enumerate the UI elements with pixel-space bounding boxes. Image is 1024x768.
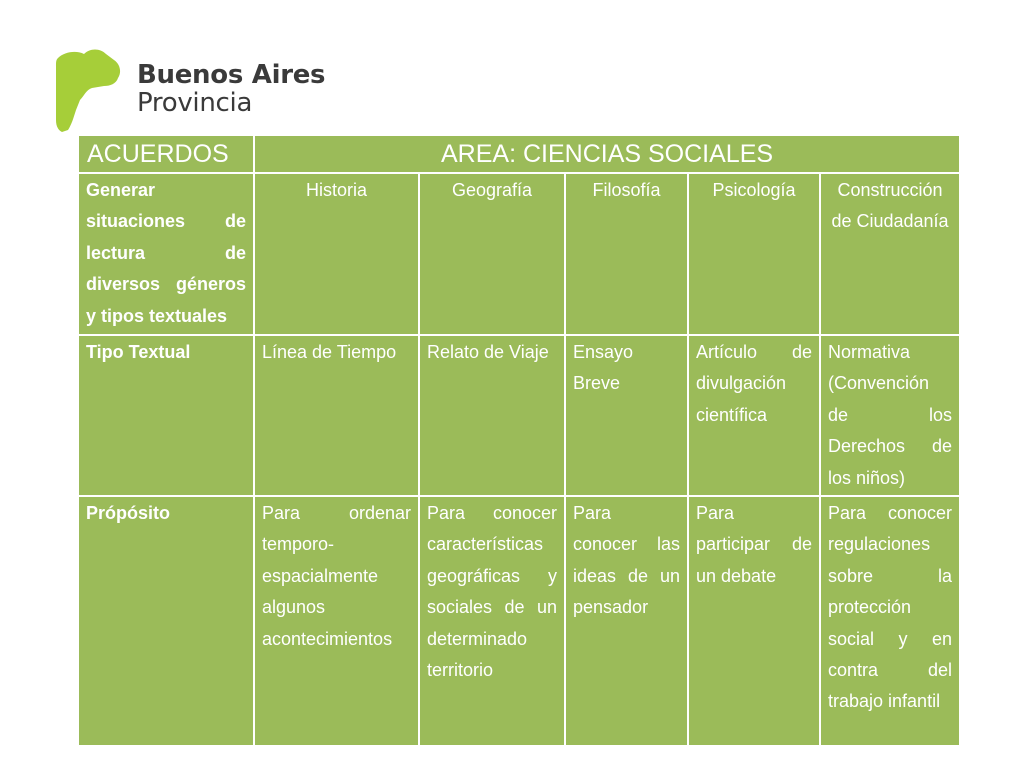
row-label: Generar situaciones de lectura de diversos géneros y tipos textuales — [78, 173, 254, 335]
table-cell: Psicología — [688, 173, 820, 335]
table-cell: Para conocer características geográficas y sociales de un determinado territorio — [419, 496, 565, 746]
logo-line-2: Provincia — [137, 88, 253, 118]
table-cell: Filosofía — [565, 173, 688, 335]
table-cell: Construcción de Ciudadanía — [820, 173, 960, 335]
header-area: AREA: CIENCIAS SOCIALES — [254, 135, 960, 173]
table-cell: Para conocer regulaciones sobre la protección social y en contra del trabajo infantil — [820, 496, 960, 746]
table-cell: Línea de Tiempo — [254, 335, 419, 496]
table-row — [78, 496, 960, 746]
table-cell: Para participar de un debate — [688, 496, 820, 746]
table-cell: Artículo de divulgación científica — [688, 335, 820, 496]
acuerdos-table — [77, 134, 961, 747]
table-cell: Normativa (Convención de los Derechos de los niños) — [820, 335, 960, 496]
table-cell: Historia — [254, 173, 419, 335]
table-row — [78, 173, 960, 335]
row-label: Própósito — [78, 496, 254, 746]
table-cell: Para ordenar temporo-espacialmente algunos acontecimientos — [254, 496, 419, 746]
table-row — [78, 335, 960, 496]
province-map-icon — [54, 46, 124, 136]
row-label: Tipo Textual — [78, 335, 254, 496]
table-cell: Geografía — [419, 173, 565, 335]
table-cell: Para conocer las ideas de un pensador — [565, 496, 688, 746]
buenos-aires-provincia-logo — [54, 46, 326, 136]
header-acuerdos: ACUERDOS — [78, 135, 254, 173]
logo-line-1: Buenos Aires — [137, 60, 326, 90]
table-cell: Ensayo Breve — [565, 335, 688, 496]
table-cell: Relato de Viaje — [419, 335, 565, 496]
table-header-row — [78, 135, 960, 173]
